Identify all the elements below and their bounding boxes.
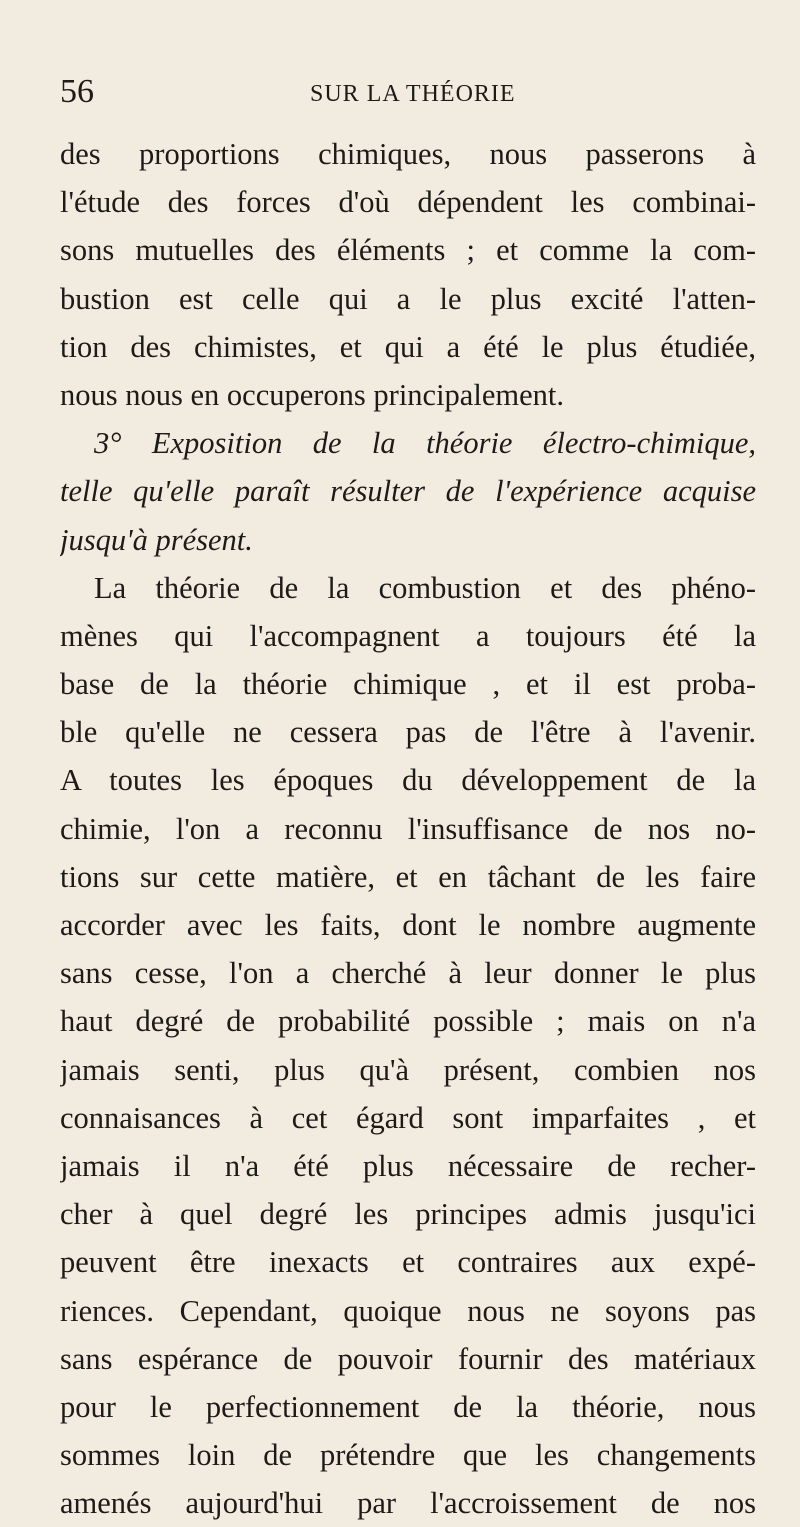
text-line: accorder avec les faits, dont le nombre augmente: [60, 908, 756, 942]
text-line: tions sur cette matière, et en tâchant de les faire: [60, 859, 756, 894]
running-head: SUR LA THÉORIE: [310, 81, 516, 107]
text-line: 3° Exposition de la théorie électro-chimique,: [94, 426, 756, 461]
text-line: ble qu'elle ne cessera pas de l'être à l'avenir.: [60, 715, 756, 750]
text-line: sons mutuelles des éléments ; et comme la com-: [60, 233, 756, 268]
text-line: riences. Cependant, quoique nous ne soyons pas: [60, 1293, 756, 1328]
page-number: 56: [60, 73, 94, 110]
text-line: cher à quel degré les principes admis jusqu'ici: [60, 1197, 756, 1232]
text-line: haut degré de probabilité possible ; mais on n'a: [60, 1004, 756, 1039]
text-line: sans espérance de pouvoir fournir des matériaux: [60, 1341, 756, 1376]
text-line: pour le perfectionnement de la théorie, nous: [60, 1389, 756, 1424]
text-line: A toutes les époques du développement de la: [60, 763, 756, 798]
text-line: chimie, l'on a reconnu l'insuffisance de nos no-: [60, 811, 756, 846]
text-line: jamais il n'a été plus nécessaire de recher-: [60, 1148, 756, 1183]
text-line: des proportions chimiques, nous passerons à: [60, 137, 756, 171]
text-line: jamais senti, plus qu'à présent, combien nos: [60, 1052, 756, 1087]
text-line: tion des chimistes, et qui a été le plus étudiée,: [60, 329, 756, 364]
text-line: sommes loin de prétendre que les changements: [60, 1438, 756, 1473]
text-line: jusqu'à présent.: [60, 522, 253, 557]
text-line: connaisances à cet égard sont imparfaites , et: [60, 1100, 756, 1135]
text-line: sans cesse, l'on a cherché à leur donner le plus: [60, 956, 756, 991]
text-line: amenés aujourd'hui par l'accroissement de nos: [60, 1486, 756, 1521]
text-line: peuvent être inexacts et contraires aux expé-: [60, 1245, 756, 1280]
text-line: nous nous en occuperons principalement.: [60, 377, 564, 412]
text-line: telle qu'elle paraît résulter de l'expérience acquise: [60, 474, 756, 509]
text-line: mènes qui l'accompagnent a toujours été la: [60, 618, 756, 653]
text-line: La théorie de la combustion et des phéno-: [94, 570, 756, 605]
text-line: l'étude des forces d'où dépendent les combinai-: [60, 185, 756, 220]
text-line: base de la théorie chimique , et il est proba-: [60, 667, 756, 702]
page-header: [60, 72, 760, 112]
body-text: [60, 130, 756, 1527]
text-line: bustion est celle qui a le plus excité l'atten-: [60, 281, 756, 316]
